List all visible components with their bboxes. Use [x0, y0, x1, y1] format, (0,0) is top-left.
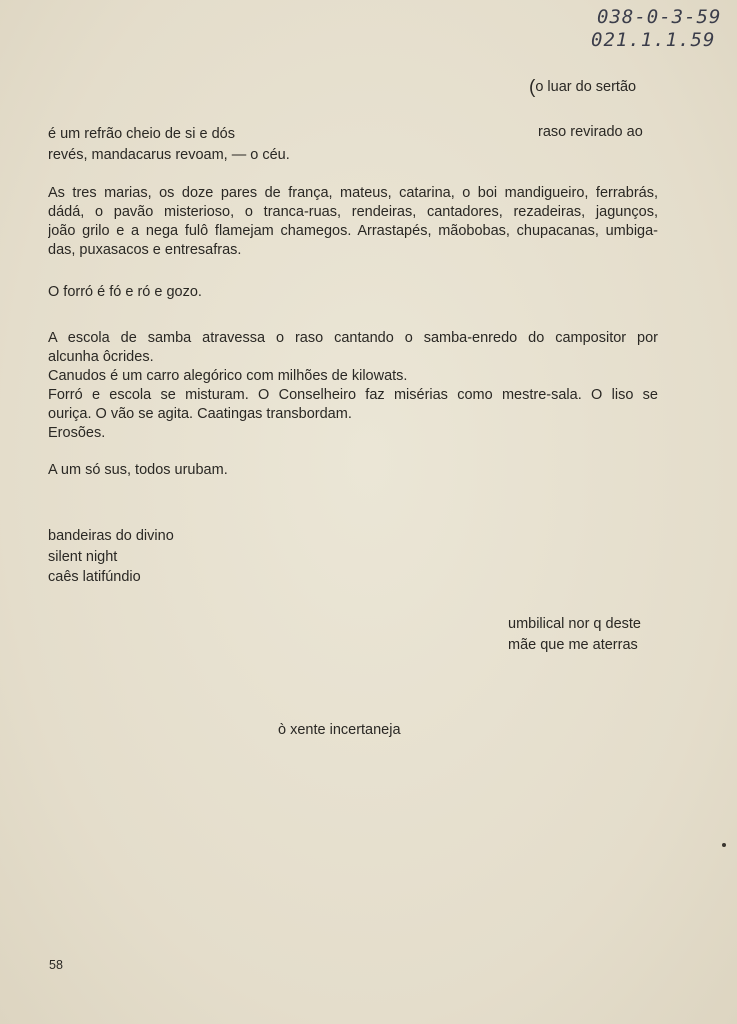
page-number: 58	[49, 958, 63, 972]
header-text: o luar do sertão	[535, 79, 637, 95]
paragraph-characters	[48, 184, 658, 260]
paragraph-line: alcunha ôcrides.	[48, 349, 154, 365]
urubam-line: A um só sus, todos urubam.	[48, 462, 228, 478]
center-line: ò xente incertaneja	[278, 722, 401, 738]
paragraph-samba	[48, 329, 658, 443]
header-line	[529, 77, 636, 98]
paragraph-line: As tres marias, os doze pares de frança, mateus, catarina, o boi mandigueiro, ferrabrás,	[48, 185, 658, 201]
paragraph-line: Erosões.	[48, 425, 106, 441]
handwritten-annotation-2: 021.1.1.59	[591, 29, 716, 51]
list-left-item: caês latifúndio	[48, 569, 141, 585]
paragraph-line: das, puxasacos e entresafras.	[48, 242, 242, 258]
header-paren: (	[529, 77, 536, 98]
forro-line: O forró é fó e ró e gozo.	[48, 284, 202, 300]
list-right-item: mãe que me aterras	[508, 637, 638, 653]
paragraph-line: ouriça. O vão se agita. Caatingas transbordam.	[48, 406, 352, 422]
paragraph-line: joão grilo e a nega fulô flamejam chamegos. Arrastapés, mãobobas, chupacanas, umbiga-	[48, 223, 658, 239]
paragraph-line: Forró e escola se misturam. O Conselheiro faz misérias como mestre-sala. O liso se	[48, 387, 658, 403]
stanza-line-2: revés, mandacarus revoam, — o céu.	[48, 147, 290, 163]
list-right-item: umbilical nor q deste	[508, 616, 641, 632]
right-fragment: raso revirado ao	[538, 124, 643, 140]
paragraph-line: dádá, o pavão misterioso, o tranca-ruas, rendeiras, cantadores, rezadeiras, jagunços,	[48, 204, 658, 220]
list-left-item: silent night	[48, 549, 118, 565]
stanza-line-1: é um refrão cheio de si e dós	[48, 126, 235, 142]
list-left-item: bandeiras do divino	[48, 528, 174, 544]
paragraph-line: A escola de samba atravessa o raso cantando o samba-enredo do campositor por	[48, 330, 658, 346]
paragraph-line: Canudos é um carro alegórico com milhões de kilowats.	[48, 368, 408, 384]
handwritten-annotation-1: 038-0-3-59	[597, 6, 722, 28]
ink-speck	[722, 843, 726, 847]
